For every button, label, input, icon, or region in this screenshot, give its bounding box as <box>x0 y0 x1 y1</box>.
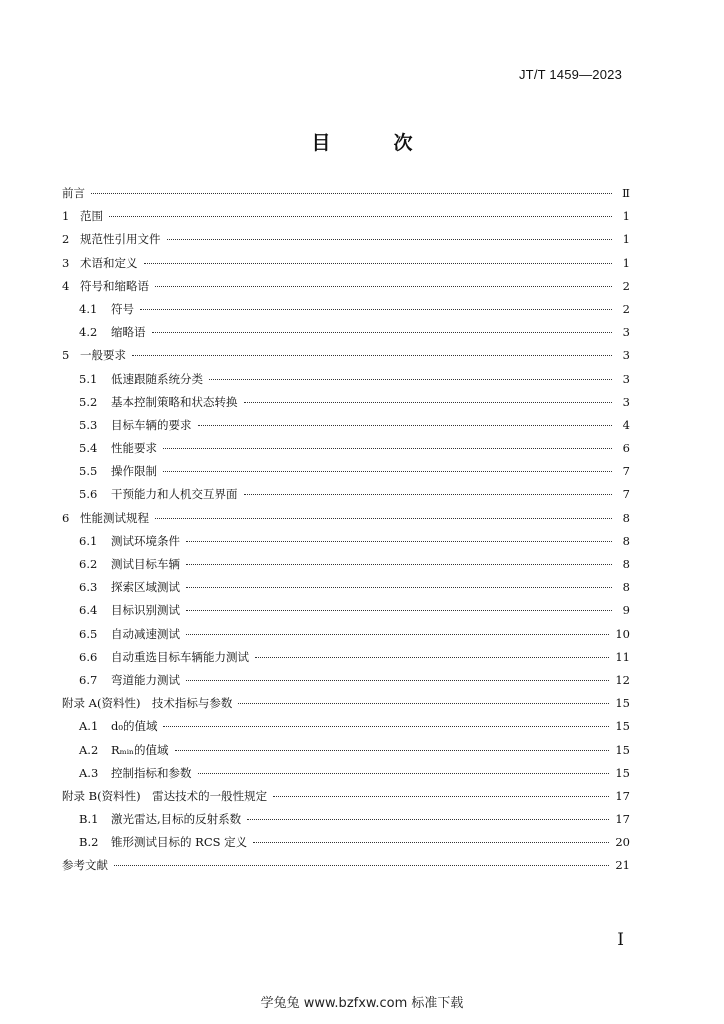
table-of-contents <box>62 182 630 878</box>
toc-leader-dots <box>186 541 612 542</box>
toc-entry-page: 15 <box>615 719 630 734</box>
toc-entry[interactable] <box>62 205 630 228</box>
toc-entry-page: 6 <box>622 441 630 456</box>
toc-entry[interactable] <box>62 344 630 367</box>
toc-entry-page: 17 <box>615 788 630 803</box>
toc-entry-page: 1 <box>622 255 630 270</box>
toc-leader-dots <box>198 773 610 774</box>
toc-entry-number: 6.5 <box>79 626 98 641</box>
standard-code: JT/T 1459—2023 <box>518 67 622 82</box>
toc-entry-label: 探索区域测试 <box>111 580 180 595</box>
toc-entry-number: 6.6 <box>79 649 98 664</box>
toc-entry-number: 5.2 <box>79 394 98 409</box>
toc-entry[interactable] <box>62 762 630 785</box>
toc-entry[interactable] <box>62 692 630 715</box>
toc-entry[interactable] <box>62 368 630 391</box>
toc-entry[interactable] <box>62 182 630 205</box>
toc-entry-page: 3 <box>622 394 630 409</box>
toc-entry-page: 8 <box>622 510 630 525</box>
toc-entry[interactable] <box>62 321 630 344</box>
toc-entry-page: 3 <box>622 348 630 363</box>
toc-entry-number: A.2 <box>79 742 99 757</box>
toc-entry-page: 3 <box>622 325 630 340</box>
toc-entry-label: 附录 B(资料性) 雷达技术的一般性规定 <box>62 788 268 803</box>
toc-entry[interactable] <box>62 298 630 321</box>
toc-entry[interactable] <box>62 483 630 506</box>
toc-entry-number: 5.3 <box>79 417 98 432</box>
toc-entry-label: 符号和缩略语 <box>80 278 149 293</box>
toc-entry-label: 性能测试规程 <box>80 510 149 525</box>
toc-entry-page: 7 <box>622 487 630 502</box>
toc-leader-dots <box>186 564 612 565</box>
toc-entry-label: 干预能力和人机交互界面 <box>111 487 238 502</box>
toc-entry[interactable] <box>62 739 630 762</box>
toc-entry-page: 7 <box>622 464 630 479</box>
toc-leader-dots <box>186 587 612 588</box>
toc-entry-number: 5.1 <box>79 371 98 386</box>
toc-entry[interactable] <box>62 275 630 298</box>
toc-entry-page: 2 <box>622 278 630 293</box>
toc-entry-page: 8 <box>622 580 630 595</box>
toc-entry-label: d₀的值域 <box>111 719 158 734</box>
toc-leader-dots <box>247 819 609 820</box>
toc-entry[interactable] <box>62 553 630 576</box>
toc-entry[interactable] <box>62 808 630 831</box>
toc-leader-dots <box>163 448 612 449</box>
toc-entry-page: 15 <box>615 765 630 780</box>
toc-entry-number: 4.1 <box>79 301 98 316</box>
toc-entry[interactable] <box>62 530 630 553</box>
toc-entry-label: 自动重选目标车辆能力测试 <box>111 649 249 664</box>
toc-entry[interactable] <box>62 715 630 738</box>
toc-leader-dots <box>163 471 612 472</box>
toc-entry-label: 规范性引用文件 <box>80 232 161 247</box>
toc-entry-label: 弯道能力测试 <box>111 672 180 687</box>
toc-entry-number: 6.7 <box>79 672 98 687</box>
toc-entry-page: 8 <box>622 557 630 571</box>
toc-entry-number: 5 <box>62 348 70 363</box>
toc-entry-number: 4.2 <box>79 325 98 340</box>
page-title: 目 次 <box>311 132 435 154</box>
toc-entry-label: 测试目标车辆 <box>111 557 180 571</box>
toc-leader-dots <box>198 425 613 426</box>
toc-entry[interactable] <box>62 576 630 599</box>
toc-entry-label: 锥形测试目标的 RCS 定义 <box>111 835 248 850</box>
toc-entry[interactable] <box>62 831 630 854</box>
toc-entry[interactable] <box>62 391 630 414</box>
toc-leader-dots <box>140 309 612 310</box>
toc-entry-number: A.3 <box>79 765 99 780</box>
toc-entry-number: B.2 <box>79 835 99 850</box>
toc-entry-label: 测试环境条件 <box>111 533 180 548</box>
toc-entry-page: 1 <box>622 209 630 224</box>
toc-entry-page: 3 <box>622 371 630 386</box>
toc-entry-label: 低速跟随系统分类 <box>111 371 203 386</box>
toc-leader-dots <box>132 355 612 356</box>
toc-entry-label: 激光雷达,目标的反射系数 <box>111 812 242 827</box>
toc-leader-dots <box>152 332 613 333</box>
toc-entry-page: 15 <box>615 696 630 711</box>
toc-leader-dots <box>209 379 612 380</box>
toc-entry-label: 术语和定义 <box>80 255 138 270</box>
toc-entry-page: 11 <box>615 649 630 664</box>
toc-entry-number: 2 <box>62 232 70 247</box>
toc-entry-label: 目标识别测试 <box>111 603 180 618</box>
toc-entry-number: B.1 <box>79 812 99 827</box>
toc-leader-dots <box>155 518 612 519</box>
toc-entry[interactable] <box>62 623 630 646</box>
toc-entry-page: 9 <box>622 603 630 618</box>
toc-leader-dots <box>167 239 613 240</box>
toc-leader-dots <box>163 726 609 727</box>
toc-entry-label: 前言 <box>62 186 85 200</box>
toc-entry[interactable] <box>62 228 630 251</box>
toc-entry-number: 6.1 <box>79 533 98 548</box>
toc-entry-label: 目标车辆的要求 <box>111 417 192 432</box>
toc-entry-label: 缩略语 <box>111 325 146 340</box>
toc-leader-dots <box>155 286 612 287</box>
toc-entry-page: Ⅱ <box>622 186 630 200</box>
toc-leader-dots <box>253 842 609 843</box>
toc-leader-dots <box>244 494 613 495</box>
toc-entry[interactable] <box>62 669 630 692</box>
toc-leader-dots <box>91 193 612 194</box>
toc-entry-page: 20 <box>615 835 630 850</box>
toc-entry-page: 1 <box>622 232 630 247</box>
toc-entry-number: 6.4 <box>79 603 98 618</box>
toc-entry[interactable] <box>62 414 630 437</box>
toc-entry-page: 2 <box>622 301 630 316</box>
toc-leader-dots <box>186 634 609 635</box>
toc-entry-page: 21 <box>615 858 630 873</box>
toc-entry-number: 5.6 <box>79 487 98 502</box>
toc-entry[interactable] <box>62 507 630 530</box>
toc-entry[interactable] <box>62 599 630 622</box>
toc-leader-dots <box>186 610 612 611</box>
toc-entry-label: 一般要求 <box>80 348 126 363</box>
toc-entry-number: 6.2 <box>79 557 98 571</box>
toc-entry-label: 范围 <box>80 209 103 224</box>
toc-entry-number: A.1 <box>79 719 99 734</box>
toc-leader-dots <box>244 402 613 403</box>
toc-entry-number: 5.5 <box>79 464 98 479</box>
toc-entry-label: Rₘᵢₙ的值域 <box>111 742 169 757</box>
toc-entry-page: 8 <box>622 533 630 548</box>
toc-entry-page: 15 <box>615 742 630 757</box>
footer-watermark: 学兔兔 www.bzfxw.com 标准下载 <box>260 996 464 1011</box>
toc-entry-number: 3 <box>62 255 70 270</box>
toc-entry[interactable] <box>62 252 630 275</box>
toc-leader-dots <box>238 703 609 704</box>
toc-entry-label: 附录 A(资料性) 技术指标与参数 <box>62 696 233 711</box>
toc-entry-label: 参考文献 <box>62 858 108 873</box>
toc-entry[interactable] <box>62 460 630 483</box>
toc-entry-number: 4 <box>62 278 70 293</box>
toc-entry-label: 符号 <box>111 301 134 316</box>
toc-leader-dots <box>273 796 609 797</box>
toc-leader-dots <box>255 657 609 658</box>
toc-entry[interactable] <box>62 785 630 808</box>
toc-entry[interactable] <box>62 437 630 460</box>
page-number: Ⅰ <box>617 930 624 950</box>
toc-entry-number: 6.3 <box>79 580 98 595</box>
toc-entry-number: 1 <box>62 209 70 224</box>
toc-entry-label: 性能要求 <box>111 441 157 456</box>
toc-entry[interactable] <box>62 646 630 669</box>
toc-entry-label: 操作限制 <box>111 464 157 479</box>
toc-leader-dots <box>109 216 612 217</box>
toc-entry-label: 基本控制策略和状态转换 <box>111 394 238 409</box>
toc-entry-number: 6 <box>62 510 70 525</box>
toc-entry-label: 自动减速测试 <box>111 626 180 641</box>
toc-entry-page: 10 <box>615 626 630 641</box>
toc-entry-label: 控制指标和参数 <box>111 765 192 780</box>
toc-entry-page: 4 <box>622 417 630 432</box>
toc-leader-dots <box>114 865 609 866</box>
toc-entry[interactable] <box>62 854 630 877</box>
toc-entry-page: 17 <box>615 812 630 827</box>
toc-entry-page: 12 <box>615 672 630 687</box>
toc-leader-dots <box>186 680 609 681</box>
toc-entry-number: 5.4 <box>79 441 98 456</box>
toc-leader-dots <box>144 263 613 264</box>
toc-leader-dots <box>175 750 610 751</box>
